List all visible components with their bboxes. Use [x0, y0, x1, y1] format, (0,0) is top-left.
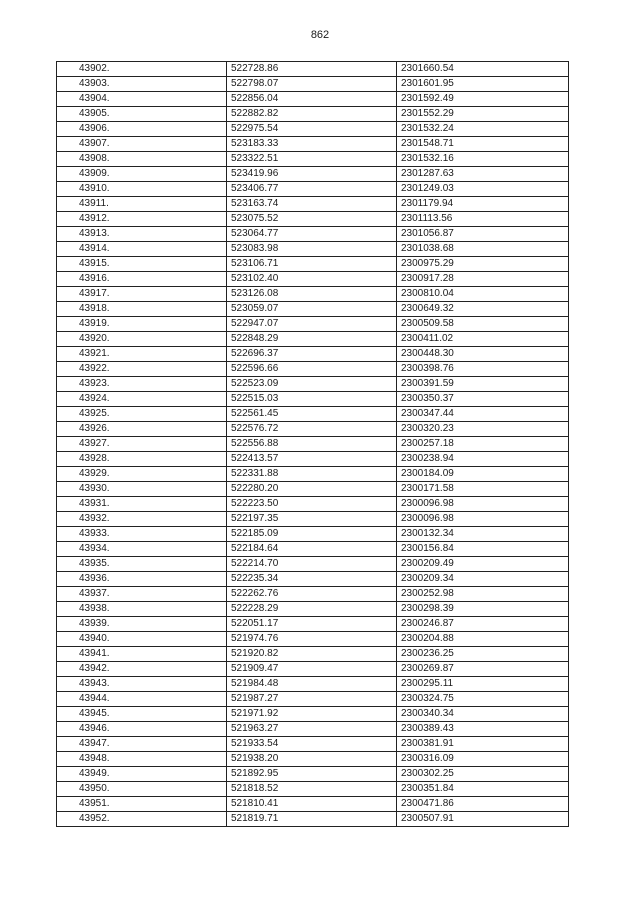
point-number-cell: 43908. [57, 152, 227, 167]
point-number-cell: 43913. [57, 227, 227, 242]
northing-cell: 2301179.94 [397, 197, 569, 212]
point-number-cell: 43935. [57, 557, 227, 572]
table-row [57, 602, 569, 617]
table-row [57, 302, 569, 317]
easting-cell: 521810.41 [227, 797, 397, 812]
point-number-cell: 43940. [57, 632, 227, 647]
point-number-cell: 43924. [57, 392, 227, 407]
northing-cell: 2300509.58 [397, 317, 569, 332]
table-row [57, 527, 569, 542]
northing-cell: 2300347.44 [397, 407, 569, 422]
northing-cell: 2300398.76 [397, 362, 569, 377]
northing-cell: 2300411.02 [397, 332, 569, 347]
northing-cell: 2300351.84 [397, 782, 569, 797]
northing-cell: 2300324.75 [397, 692, 569, 707]
easting-cell: 521892.95 [227, 767, 397, 782]
table-row [57, 227, 569, 242]
northing-cell: 2301601.95 [397, 77, 569, 92]
easting-cell: 523106.71 [227, 257, 397, 272]
point-number-cell: 43917. [57, 287, 227, 302]
point-number-cell: 43938. [57, 602, 227, 617]
easting-cell: 523075.52 [227, 212, 397, 227]
northing-cell: 2300295.11 [397, 677, 569, 692]
table-row [57, 422, 569, 437]
northing-cell: 2301113.56 [397, 212, 569, 227]
northing-cell: 2300507.91 [397, 812, 569, 827]
point-number-cell: 43939. [57, 617, 227, 632]
table-row [57, 212, 569, 227]
table-row [57, 482, 569, 497]
table-row [57, 407, 569, 422]
table-row [57, 722, 569, 737]
northing-cell: 2300471.86 [397, 797, 569, 812]
table-row [57, 617, 569, 632]
easting-cell: 522228.29 [227, 602, 397, 617]
northing-cell: 2300096.98 [397, 497, 569, 512]
point-number-cell: 43914. [57, 242, 227, 257]
northing-cell: 2300340.34 [397, 707, 569, 722]
easting-cell: 523102.40 [227, 272, 397, 287]
point-number-cell: 43928. [57, 452, 227, 467]
point-number-cell: 43926. [57, 422, 227, 437]
point-number-cell: 43933. [57, 527, 227, 542]
point-number-cell: 43916. [57, 272, 227, 287]
northing-cell: 2300238.94 [397, 452, 569, 467]
northing-cell: 2301660.54 [397, 62, 569, 77]
easting-cell: 522184.64 [227, 542, 397, 557]
northing-cell: 2300389.43 [397, 722, 569, 737]
northing-cell: 2300132.34 [397, 527, 569, 542]
table-row [57, 122, 569, 137]
northing-cell: 2300257.18 [397, 437, 569, 452]
point-number-cell: 43912. [57, 212, 227, 227]
table-row [57, 332, 569, 347]
easting-cell: 523322.51 [227, 152, 397, 167]
northing-cell: 2300302.25 [397, 767, 569, 782]
point-number-cell: 43932. [57, 512, 227, 527]
point-number-cell: 43909. [57, 167, 227, 182]
table-row [57, 77, 569, 92]
table-row [57, 92, 569, 107]
easting-cell: 522223.50 [227, 497, 397, 512]
point-number-cell: 43944. [57, 692, 227, 707]
point-number-cell: 43951. [57, 797, 227, 812]
table-row [57, 152, 569, 167]
table-row [57, 452, 569, 467]
easting-cell: 523126.08 [227, 287, 397, 302]
table-row [57, 437, 569, 452]
easting-cell: 523406.77 [227, 182, 397, 197]
point-number-cell: 43948. [57, 752, 227, 767]
point-number-cell: 43936. [57, 572, 227, 587]
northing-cell: 2300209.34 [397, 572, 569, 587]
table-row [57, 737, 569, 752]
northing-cell: 2301592.49 [397, 92, 569, 107]
table-row [57, 707, 569, 722]
northing-cell: 2300184.09 [397, 467, 569, 482]
easting-cell: 522280.20 [227, 482, 397, 497]
easting-cell: 522561.45 [227, 407, 397, 422]
easting-cell: 523419.96 [227, 167, 397, 182]
easting-cell: 523059.07 [227, 302, 397, 317]
northing-cell: 2300316.09 [397, 752, 569, 767]
point-number-cell: 43925. [57, 407, 227, 422]
table-row [57, 197, 569, 212]
table-row [57, 587, 569, 602]
northing-cell: 2300252.98 [397, 587, 569, 602]
point-number-cell: 43930. [57, 482, 227, 497]
northing-cell: 2300171.58 [397, 482, 569, 497]
northing-cell: 2301548.71 [397, 137, 569, 152]
point-number-cell: 43943. [57, 677, 227, 692]
easting-cell: 522696.37 [227, 347, 397, 362]
northing-cell: 2301056.87 [397, 227, 569, 242]
northing-cell: 2300917.28 [397, 272, 569, 287]
table-row [57, 107, 569, 122]
point-number-cell: 43911. [57, 197, 227, 212]
northing-cell: 2300320.23 [397, 422, 569, 437]
easting-cell: 522523.09 [227, 377, 397, 392]
northing-cell: 2300246.87 [397, 617, 569, 632]
table-row [57, 677, 569, 692]
easting-cell: 522185.09 [227, 527, 397, 542]
table-row [57, 182, 569, 197]
easting-cell: 521818.52 [227, 782, 397, 797]
table-row [57, 272, 569, 287]
northing-cell: 2300236.25 [397, 647, 569, 662]
table-row [57, 287, 569, 302]
table-row [57, 542, 569, 557]
northing-cell: 2301038.68 [397, 242, 569, 257]
table-row [57, 512, 569, 527]
easting-cell: 522798.07 [227, 77, 397, 92]
table-row [57, 392, 569, 407]
easting-cell: 523183.33 [227, 137, 397, 152]
northing-cell: 2300096.98 [397, 512, 569, 527]
northing-cell: 2300156.84 [397, 542, 569, 557]
easting-cell: 522331.88 [227, 467, 397, 482]
easting-cell: 523064.77 [227, 227, 397, 242]
point-number-cell: 43904. [57, 92, 227, 107]
point-number-cell: 43902. [57, 62, 227, 77]
point-number-cell: 43927. [57, 437, 227, 452]
point-number-cell: 43952. [57, 812, 227, 827]
northing-cell: 2300209.49 [397, 557, 569, 572]
easting-cell: 522214.70 [227, 557, 397, 572]
coordinate-table [56, 61, 569, 827]
point-number-cell: 43937. [57, 587, 227, 602]
table-row [57, 752, 569, 767]
easting-cell: 522848.29 [227, 332, 397, 347]
easting-cell: 521974.76 [227, 632, 397, 647]
easting-cell: 521984.48 [227, 677, 397, 692]
easting-cell: 522556.88 [227, 437, 397, 452]
easting-cell: 523163.74 [227, 197, 397, 212]
point-number-cell: 43934. [57, 542, 227, 557]
easting-cell: 522975.54 [227, 122, 397, 137]
easting-cell: 522728.86 [227, 62, 397, 77]
easting-cell: 522235.34 [227, 572, 397, 587]
table-row [57, 62, 569, 77]
northing-cell: 2300381.91 [397, 737, 569, 752]
point-number-cell: 43919. [57, 317, 227, 332]
northing-cell: 2300810.04 [397, 287, 569, 302]
easting-cell: 521971.92 [227, 707, 397, 722]
point-number-cell: 43921. [57, 347, 227, 362]
point-number-cell: 43910. [57, 182, 227, 197]
easting-cell: 522596.66 [227, 362, 397, 377]
easting-cell: 522197.35 [227, 512, 397, 527]
table-row [57, 557, 569, 572]
point-number-cell: 43949. [57, 767, 227, 782]
northing-cell: 2300204.88 [397, 632, 569, 647]
easting-cell: 522576.72 [227, 422, 397, 437]
point-number-cell: 43915. [57, 257, 227, 272]
point-number-cell: 43906. [57, 122, 227, 137]
table-row [57, 167, 569, 182]
table-row [57, 632, 569, 647]
northing-cell: 2301552.29 [397, 107, 569, 122]
point-number-cell: 43942. [57, 662, 227, 677]
point-number-cell: 43920. [57, 332, 227, 347]
northing-cell: 2300350.37 [397, 392, 569, 407]
easting-cell: 521938.20 [227, 752, 397, 767]
table-row [57, 782, 569, 797]
easting-cell: 522882.82 [227, 107, 397, 122]
page-number: 862 [310, 29, 330, 41]
northing-cell: 2300391.59 [397, 377, 569, 392]
table-row [57, 572, 569, 587]
table-row [57, 662, 569, 677]
point-number-cell: 43903. [57, 77, 227, 92]
northing-cell: 2301532.24 [397, 122, 569, 137]
northing-cell: 2300269.87 [397, 662, 569, 677]
point-number-cell: 43950. [57, 782, 227, 797]
point-number-cell: 43946. [57, 722, 227, 737]
point-number-cell: 43929. [57, 467, 227, 482]
table-row [57, 692, 569, 707]
table-row [57, 767, 569, 782]
table-row [57, 137, 569, 152]
northing-cell: 2300298.39 [397, 602, 569, 617]
easting-cell: 522515.03 [227, 392, 397, 407]
easting-cell: 522413.57 [227, 452, 397, 467]
table-row [57, 257, 569, 272]
table-row [57, 812, 569, 827]
easting-cell: 521933.54 [227, 737, 397, 752]
point-number-cell: 43923. [57, 377, 227, 392]
northing-cell: 2301287.63 [397, 167, 569, 182]
point-number-cell: 43941. [57, 647, 227, 662]
northing-cell: 2300975.29 [397, 257, 569, 272]
easting-cell: 522262.76 [227, 587, 397, 602]
table-row [57, 347, 569, 362]
northing-cell: 2301249.03 [397, 182, 569, 197]
point-number-cell: 43907. [57, 137, 227, 152]
northing-cell: 2301532.16 [397, 152, 569, 167]
easting-cell: 521963.27 [227, 722, 397, 737]
easting-cell: 522856.04 [227, 92, 397, 107]
table-row [57, 797, 569, 812]
easting-cell: 521909.47 [227, 662, 397, 677]
easting-cell: 521819.71 [227, 812, 397, 827]
point-number-cell: 43905. [57, 107, 227, 122]
table-row [57, 377, 569, 392]
table-row [57, 242, 569, 257]
point-number-cell: 43931. [57, 497, 227, 512]
point-number-cell: 43922. [57, 362, 227, 377]
easting-cell: 521987.27 [227, 692, 397, 707]
table-row [57, 467, 569, 482]
table-row [57, 317, 569, 332]
table-row [57, 647, 569, 662]
point-number-cell: 43918. [57, 302, 227, 317]
northing-cell: 2300448.30 [397, 347, 569, 362]
easting-cell: 522051.17 [227, 617, 397, 632]
easting-cell: 522947.07 [227, 317, 397, 332]
easting-cell: 521920.82 [227, 647, 397, 662]
table-row [57, 362, 569, 377]
easting-cell: 523083.98 [227, 242, 397, 257]
northing-cell: 2300649.32 [397, 302, 569, 317]
coordinate-table-body [57, 62, 569, 827]
table-row [57, 497, 569, 512]
point-number-cell: 43945. [57, 707, 227, 722]
point-number-cell: 43947. [57, 737, 227, 752]
